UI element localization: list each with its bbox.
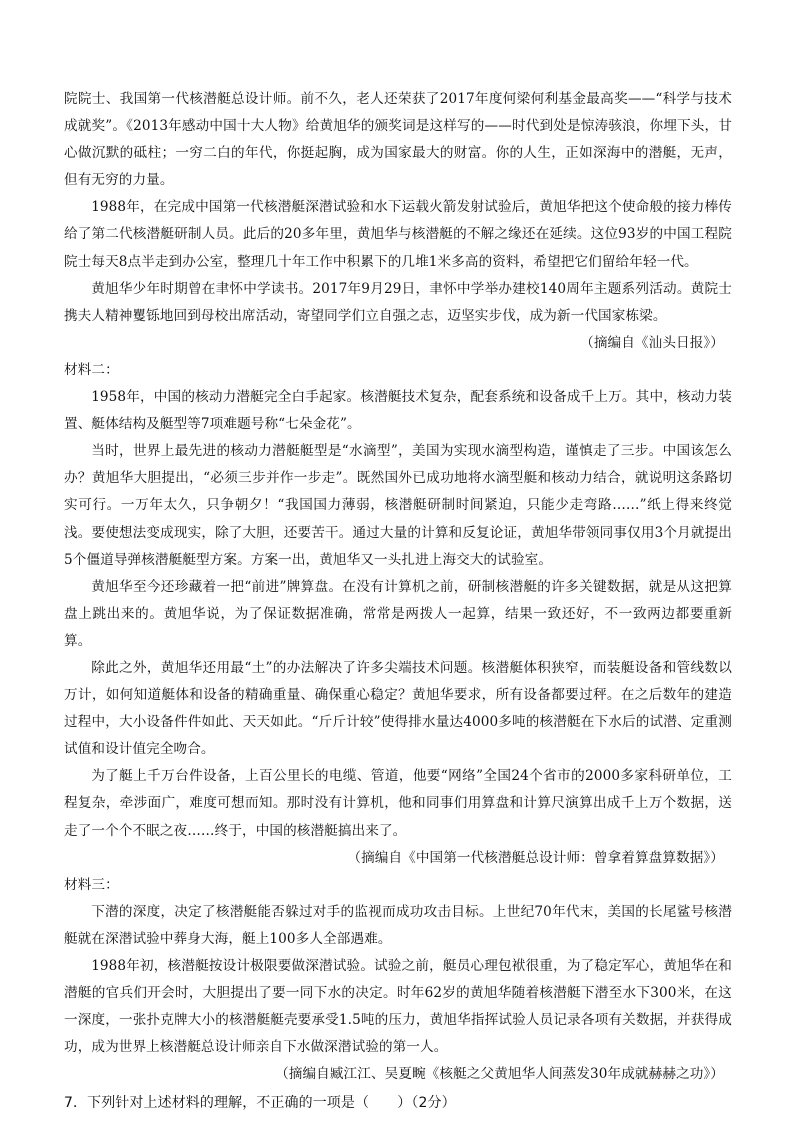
paragraph-weighing: 除此之外，黄旭华还用最“土”的办法解决了许多尖端技术问题。核潜艇体积狭窄，而装艇设备和管线数以万计，如何知道艇体和设备的精确重量、确保重心稳定？黄旭华要求，所有设备都要过秤。在之后数年的建造过程中，大小设备件件如此、天天如此。“斤斤计较”使得排水量达4000多吨的核潜艇在下水后的试潜、定重测试值和设计值完全吻合。 xyxy=(64,659,732,758)
material-2-label: 材料二： xyxy=(64,361,119,378)
paragraph-1988-relay: 1988年，在完成中国第一代核潜艇深潜试验和水下运载火箭发射试验后，黄旭华把这个使命般的接力棒传给了第二代核潜艇研制人员。此后的20多年里，黄旭华与核潜艇的不解之缘还在延续。这位93岁的中国工程院院士每天8点半走到办公室，整理几十年工作中积累下的几堆1米多高的资料，希望把它们留给年轻一代。 xyxy=(64,199,732,270)
paragraph-waterdrop: 当时，世界上最先进的核动力潜艇艇型是“水滴型”，美国为实现水滴型构造，谨慎走了三步。中国该怎么办？黄旭华大胆提出，“必须三步并作一步走”。既然国外已成功地将水滴型艇和核动力结合，就说明这条路切实可行。一万年太久，只争朝夕！“我国国力薄弱，核潜艇研制时间紧迫，只能少走弯路……”纸上得来终觉浅。要使想法变成现实，除了大胆，还要苦干。通过大量的计算和反复论证，黄旭华带领同事仅用3个月就提出5个僵道导弹核潜艇艇型方案。方案一出，黄旭华又一头扎进上海交大的试验室。 xyxy=(64,443,732,568)
paragraph-1958: 1958年，中国的核动力潜艇完全白手起家。核潜艇技术复杂，配套系统和设备成千上万。其中，核动力装置、艇体结构及艇型等7项难题号称“七朵金花”。 xyxy=(64,389,732,433)
source-citation-1: （摘编自《汕头日报》） xyxy=(580,334,724,351)
question-7: 7．下列针对上述材料的理解，不正确的一项是（ ）（2分） xyxy=(64,1095,456,1112)
paragraph-deep-dive: 1988年初，核潜艇按设计极限要做深潜试验。试验之前，艇员心理包袱很重，为了稳定军心，黄旭华在和潜艇的官兵们开会时，大胆提出了要一同下水的决定。时年62岁的黄旭华随着核潜艇下潜至水下300米，在这一深度，一张扑克牌大小的核潜艇艇壳要承受1.5吨的压力，黄旭华指挥试验人员记录各项有关数据，并获得成功，成为世界上核潜艇总设计师亲自下水做深潜试验的第一人。 xyxy=(64,958,732,1056)
paragraph-network: 为了艇上千万台件设备，上百公里长的电缆、管道，他要“网络”全国24个省市的2000多家科研单位，工程复杂，牵涉面广，难度可想而知。那时没有计算机，他和同事们用算盘和计算尺演算出成千上万个数据，送走了一个个不眠之夜……终于，中国的核潜艇搞出来了。 xyxy=(64,768,732,839)
paragraph-depth: 下潜的深度，决定了核潜艇能否躲过对手的监视而成功攻击目标。上世纪70年代末，美国的长尾鲨号核潜艇就在深潜试验中葬身大海，艇上100多人全部遇难。 xyxy=(64,903,732,947)
paragraph-abacus: 黄旭华至今还珍藏着一把“前进”牌算盘。在没有计算机之前，研制核潜艇的许多关键数据，就是从这把算盘上跳出来的。黄旭华说，为了保证数据准确，常常是两拨人一起算，结果一致还好，不一致两边都要重新算。 xyxy=(64,578,732,649)
source-citation-2: （摘编自《中国第一代核潜艇总设计师：曾拿着算盘算数据》） xyxy=(347,849,724,866)
material-3-label: 材料三： xyxy=(64,876,119,893)
document-body xyxy=(64,86,732,1117)
source-citation-3: （摘编自臧江江、吴夏畹《核艇之父黄旭华人间蒸发30年成就赫赫之功》） xyxy=(275,1066,724,1083)
paragraph-school: 黄旭华少年时期曾在聿怀中学读书。2017年9月29日，聿怀中学举办建校140周年主题系列活动。黄院士携夫人精神矍铄地回到母校出席活动，寄望同学们立自强之志，迈坚实步伐，成为新一代国家栋梁。 xyxy=(64,280,732,324)
paragraph-continuation: 院院士、我国第一代核潜艇总设计师。前不久，老人还荣获了2017年度何梁何利基金最高奖——“科学与技术成就奖”。《2013年感动中国十大人物》给黄旭华的颁奖词是这样写的——时代到处是惊涛骇浪，你埋下头，甘心做沉默的砥柱；一穷二白的年代，你挺起胸，成为国家最大的财富。你的人生，正如深海中的潜艇，无声，但有无穷的力量。 xyxy=(64,91,732,189)
